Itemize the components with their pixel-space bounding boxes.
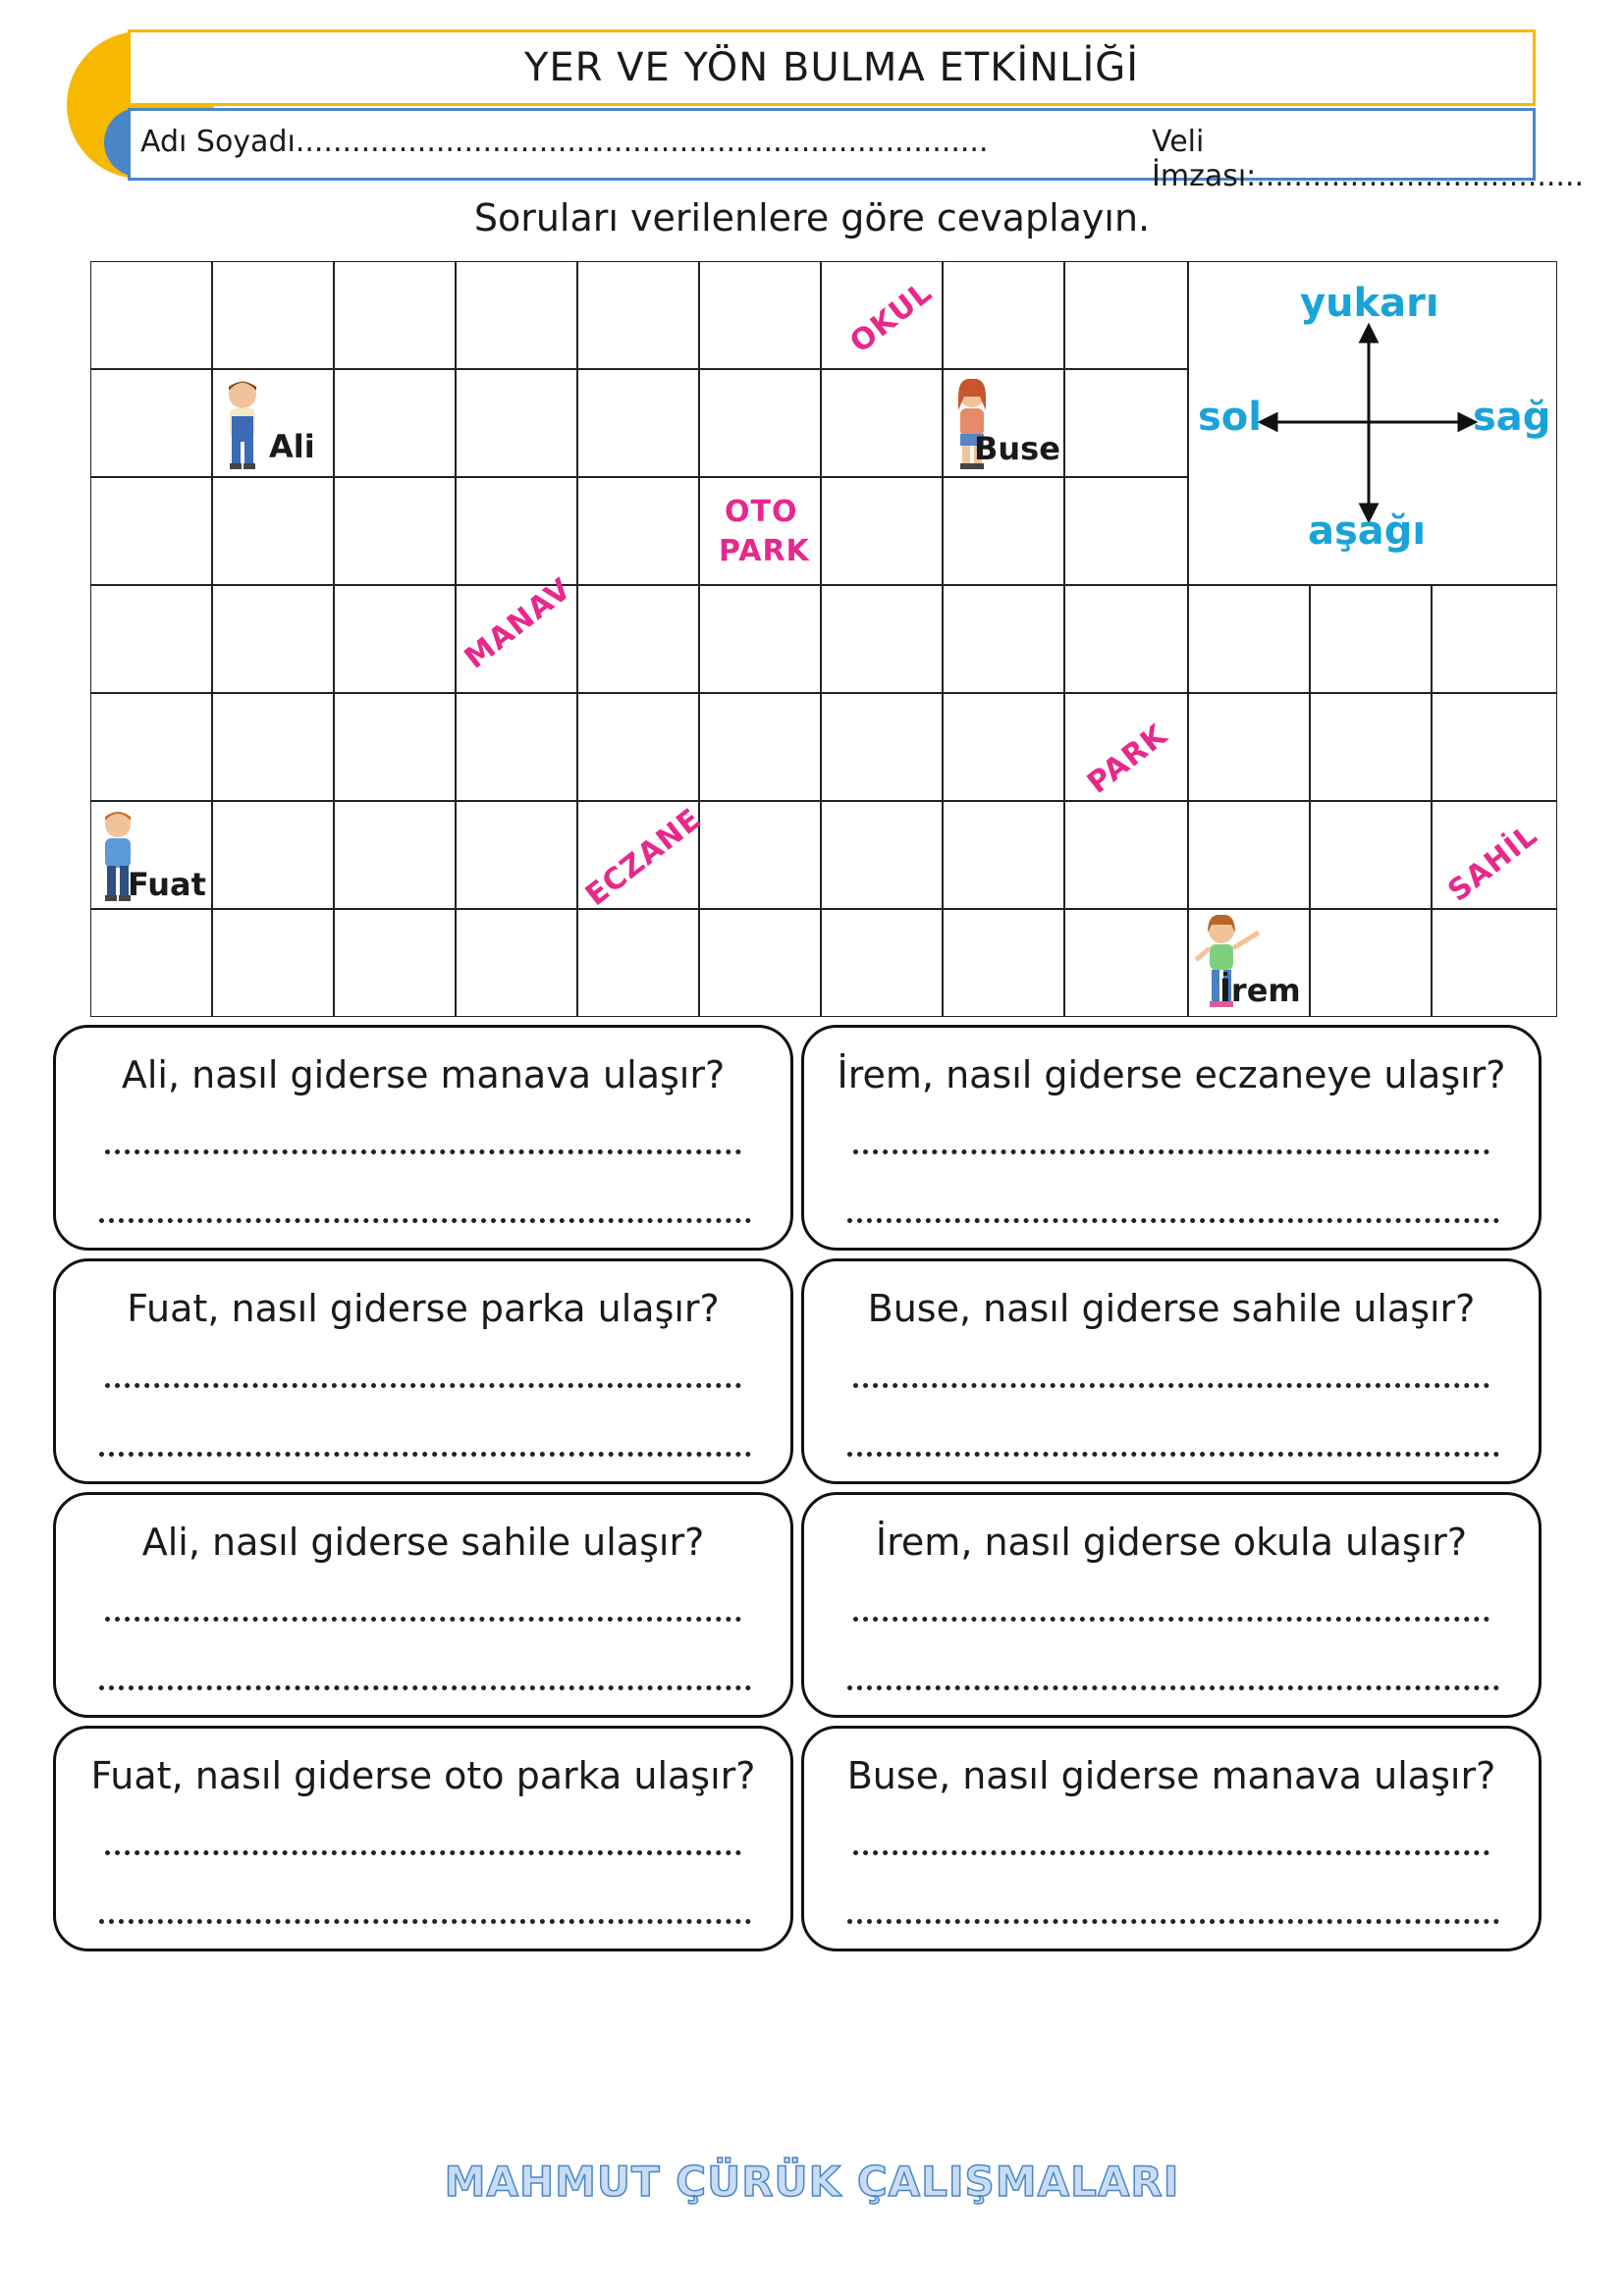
place-sahil: SAHİL xyxy=(1441,818,1544,909)
question-card xyxy=(801,1492,1542,1718)
answer-line[interactable] xyxy=(99,1448,751,1457)
direction-right-label: sağ xyxy=(1473,395,1551,440)
page-title: YER VE YÖN BULMA ETKİNLİĞİ xyxy=(523,45,1140,90)
answer-line[interactable] xyxy=(99,1915,751,1924)
name-signature-box xyxy=(128,108,1585,193)
question-text: Fuat, nasıl giderse oto parka ulaşır? xyxy=(90,1754,756,1797)
answer-line[interactable] xyxy=(847,1682,1499,1690)
answer-line[interactable] xyxy=(99,1214,751,1223)
child-irem-name: İrem xyxy=(1219,972,1301,1009)
question-text: Ali, nasıl giderse manava ulaşır? xyxy=(121,1053,726,1096)
question-text: Ali, nasıl giderse sahile ulaşır? xyxy=(141,1521,705,1564)
question-card xyxy=(53,1726,793,1951)
direction-down-label: aşağı xyxy=(1308,508,1427,554)
place-manav: MANAV xyxy=(458,571,578,676)
direction-map xyxy=(90,261,1557,1017)
question-text: Buse, nasıl giderse sahile ulaşır? xyxy=(867,1287,1476,1330)
place-eczane: ECZANE xyxy=(578,801,709,914)
question-card xyxy=(801,1726,1542,1951)
question-text: İrem, nasıl giderse okula ulaşır? xyxy=(875,1521,1468,1564)
question-card xyxy=(801,1258,1542,1484)
answer-line[interactable] xyxy=(105,1146,741,1154)
answer-line[interactable] xyxy=(853,1613,1489,1622)
answer-line[interactable] xyxy=(847,1915,1499,1924)
answer-line[interactable] xyxy=(853,1379,1489,1388)
question-text: İrem, nasıl giderse eczaneye ulaşır? xyxy=(837,1053,1506,1096)
child-ali-name: Ali xyxy=(269,428,315,465)
child-buse-name: Buse xyxy=(974,430,1060,467)
place-okul: OKUL xyxy=(843,275,940,360)
question-card xyxy=(53,1492,793,1718)
map-grid xyxy=(90,261,1557,1017)
place-oto-park-line1: OTO xyxy=(725,495,798,529)
child-ali-figure xyxy=(218,377,267,471)
answer-line[interactable] xyxy=(847,1448,1499,1457)
place-park: PARK xyxy=(1081,718,1174,801)
signature-field-label[interactable]: Veli İmzası:................................... xyxy=(1152,125,1585,193)
title-box xyxy=(128,29,1536,106)
answer-line[interactable] xyxy=(99,1682,751,1690)
child-fuat-name: Fuat xyxy=(128,866,206,903)
footer-credit: MAHMUT ÇÜRÜK ÇALIŞMALARI xyxy=(444,2158,1180,2206)
answer-line[interactable] xyxy=(105,1613,741,1622)
answer-line[interactable] xyxy=(853,1146,1489,1154)
answer-line[interactable] xyxy=(105,1379,741,1388)
answer-line[interactable] xyxy=(105,1846,741,1855)
answer-line[interactable] xyxy=(847,1214,1499,1223)
question-card xyxy=(53,1025,793,1251)
question-card xyxy=(53,1258,793,1484)
instruction-text: Soruları verilenlere göre cevaplayın. xyxy=(473,196,1151,240)
direction-left-label: sol xyxy=(1198,395,1262,440)
question-card xyxy=(801,1025,1542,1251)
direction-up-label: yukarı xyxy=(1300,281,1439,326)
compass-arrows xyxy=(1261,326,1475,520)
place-oto-park-line2: PARK xyxy=(719,534,810,568)
answer-line[interactable] xyxy=(853,1846,1489,1855)
question-text: Buse, nasıl giderse manava ulaşır? xyxy=(846,1754,1496,1797)
name-field-label[interactable]: Adı Soyadı.......................................................................... xyxy=(140,125,989,159)
question-text: Fuat, nasıl giderse parka ulaşır? xyxy=(127,1287,720,1330)
